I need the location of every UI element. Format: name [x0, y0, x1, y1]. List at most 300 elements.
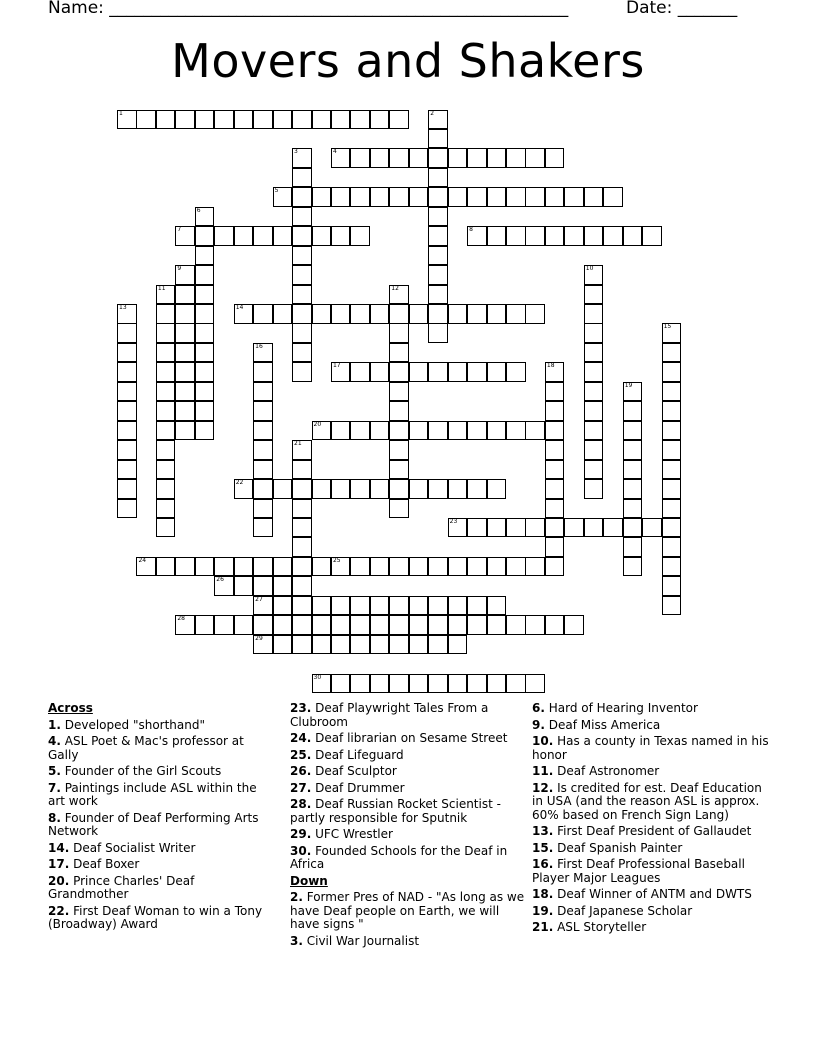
grid-cell[interactable]: [545, 440, 565, 460]
grid-cell[interactable]: [409, 362, 429, 382]
grid-cell[interactable]: [506, 362, 526, 382]
grid-cell[interactable]: [389, 635, 409, 655]
grid-cell[interactable]: [545, 382, 565, 402]
grid-cell[interactable]: [487, 479, 507, 499]
grid-cell[interactable]: [428, 129, 448, 149]
grid-cell[interactable]: [292, 499, 312, 519]
grid-cell[interactable]: [253, 460, 273, 480]
grid-cell[interactable]: [545, 615, 565, 635]
grid-cell[interactable]: [117, 110, 137, 130]
grid-cell[interactable]: [234, 226, 254, 246]
grid-cell[interactable]: [428, 362, 448, 382]
grid-cell[interactable]: [292, 168, 312, 188]
grid-cell[interactable]: [312, 479, 332, 499]
grid-cell[interactable]: [584, 518, 604, 538]
grid-cell[interactable]: [506, 421, 526, 441]
grid-cell[interactable]: [350, 304, 370, 324]
grid-cell[interactable]: [389, 304, 409, 324]
grid-cell[interactable]: [487, 518, 507, 538]
grid-cell[interactable]: [584, 285, 604, 305]
grid-cell[interactable]: [292, 226, 312, 246]
grid-cell[interactable]: [273, 557, 293, 577]
grid-cell[interactable]: [234, 576, 254, 596]
grid-cell[interactable]: [156, 557, 176, 577]
grid-cell[interactable]: [603, 226, 623, 246]
grid-cell[interactable]: [312, 596, 332, 616]
grid-cell[interactable]: [156, 440, 176, 460]
grid-cell[interactable]: [623, 499, 643, 519]
grid-cell[interactable]: [662, 323, 682, 343]
grid-cell[interactable]: [273, 187, 293, 207]
grid-cell[interactable]: [428, 187, 448, 207]
grid-cell[interactable]: [448, 615, 468, 635]
grid-cell[interactable]: [487, 304, 507, 324]
grid-cell[interactable]: [195, 557, 215, 577]
grid-cell[interactable]: [409, 421, 429, 441]
grid-cell[interactable]: [370, 557, 390, 577]
grid-cell[interactable]: [273, 635, 293, 655]
grid-cell[interactable]: [564, 518, 584, 538]
grid-cell[interactable]: [195, 285, 215, 305]
grid-cell[interactable]: [545, 421, 565, 441]
grid-cell[interactable]: [389, 382, 409, 402]
grid-cell[interactable]: [545, 226, 565, 246]
grid-cell[interactable]: [331, 362, 351, 382]
grid-cell[interactable]: [292, 304, 312, 324]
grid-cell[interactable]: [117, 421, 137, 441]
grid-cell[interactable]: [117, 440, 137, 460]
grid-cell[interactable]: [525, 187, 545, 207]
grid-cell[interactable]: [487, 421, 507, 441]
grid-cell[interactable]: [292, 440, 312, 460]
grid-cell[interactable]: [117, 499, 137, 519]
grid-cell[interactable]: [156, 401, 176, 421]
grid-cell[interactable]: [389, 674, 409, 694]
grid-cell[interactable]: [662, 382, 682, 402]
grid-cell[interactable]: [525, 615, 545, 635]
grid-cell[interactable]: [467, 674, 487, 694]
grid-cell[interactable]: [175, 362, 195, 382]
grid-cell[interactable]: [156, 285, 176, 305]
grid-cell[interactable]: [525, 226, 545, 246]
grid-cell[interactable]: [175, 323, 195, 343]
grid-cell[interactable]: [506, 226, 526, 246]
grid-cell[interactable]: [273, 110, 293, 130]
grid-cell[interactable]: [312, 557, 332, 577]
grid-cell[interactable]: [292, 635, 312, 655]
grid-cell[interactable]: [389, 421, 409, 441]
grid-cell[interactable]: [253, 615, 273, 635]
grid-cell[interactable]: [487, 615, 507, 635]
grid-cell[interactable]: [467, 226, 487, 246]
grid-cell[interactable]: [487, 226, 507, 246]
grid-cell[interactable]: [370, 148, 390, 168]
grid-cell[interactable]: [642, 226, 662, 246]
grid-cell[interactable]: [156, 382, 176, 402]
grid-cell[interactable]: [662, 401, 682, 421]
grid-cell[interactable]: [273, 596, 293, 616]
grid-cell[interactable]: [584, 401, 604, 421]
grid-cell[interactable]: [273, 615, 293, 635]
grid-cell[interactable]: [448, 362, 468, 382]
grid-cell[interactable]: [623, 479, 643, 499]
grid-cell[interactable]: [195, 615, 215, 635]
grid-cell[interactable]: [253, 440, 273, 460]
grid-cell[interactable]: [350, 479, 370, 499]
grid-cell[interactable]: [448, 596, 468, 616]
grid-cell[interactable]: [195, 265, 215, 285]
grid-cell[interactable]: [195, 226, 215, 246]
grid-cell[interactable]: [428, 479, 448, 499]
grid-cell[interactable]: [662, 537, 682, 557]
grid-cell[interactable]: [331, 226, 351, 246]
grid-cell[interactable]: [253, 596, 273, 616]
grid-cell[interactable]: [234, 479, 254, 499]
grid-cell[interactable]: [156, 499, 176, 519]
grid-cell[interactable]: [662, 421, 682, 441]
grid-cell[interactable]: [331, 148, 351, 168]
grid-cell[interactable]: [350, 596, 370, 616]
grid-cell[interactable]: [428, 615, 448, 635]
grid-cell[interactable]: [467, 187, 487, 207]
grid-cell[interactable]: [331, 187, 351, 207]
grid-cell[interactable]: [370, 479, 390, 499]
grid-cell[interactable]: [564, 187, 584, 207]
grid-cell[interactable]: [545, 479, 565, 499]
grid-cell[interactable]: [428, 246, 448, 266]
grid-cell[interactable]: [253, 499, 273, 519]
grid-cell[interactable]: [467, 148, 487, 168]
grid-cell[interactable]: [506, 674, 526, 694]
date-field-label[interactable]: Date: _______: [626, 0, 738, 18]
grid-cell[interactable]: [292, 343, 312, 363]
grid-cell[interactable]: [253, 635, 273, 655]
grid-cell[interactable]: [409, 596, 429, 616]
grid-cell[interactable]: [292, 537, 312, 557]
grid-cell[interactable]: [467, 304, 487, 324]
grid-cell[interactable]: [136, 557, 156, 577]
grid-cell[interactable]: [156, 343, 176, 363]
grid-cell[interactable]: [428, 207, 448, 227]
grid-cell[interactable]: [195, 207, 215, 227]
grid-cell[interactable]: [214, 557, 234, 577]
grid-cell[interactable]: [623, 226, 643, 246]
grid-cell[interactable]: [350, 226, 370, 246]
grid-cell[interactable]: [370, 362, 390, 382]
grid-cell[interactable]: [409, 187, 429, 207]
grid-cell[interactable]: [175, 285, 195, 305]
grid-cell[interactable]: [389, 557, 409, 577]
grid-cell[interactable]: [292, 187, 312, 207]
grid-cell[interactable]: [623, 440, 643, 460]
grid-cell[interactable]: [467, 557, 487, 577]
grid-cell[interactable]: [467, 479, 487, 499]
grid-cell[interactable]: [331, 110, 351, 130]
grid-cell[interactable]: [409, 304, 429, 324]
grid-cell[interactable]: [370, 635, 390, 655]
grid-cell[interactable]: [273, 479, 293, 499]
grid-cell[interactable]: [234, 557, 254, 577]
grid-cell[interactable]: [195, 362, 215, 382]
grid-cell[interactable]: [253, 479, 273, 499]
grid-cell[interactable]: [428, 148, 448, 168]
grid-cell[interactable]: [448, 421, 468, 441]
grid-cell[interactable]: [312, 674, 332, 694]
grid-cell[interactable]: [350, 615, 370, 635]
grid-cell[interactable]: [292, 246, 312, 266]
grid-cell[interactable]: [467, 596, 487, 616]
grid-cell[interactable]: [428, 226, 448, 246]
grid-cell[interactable]: [312, 304, 332, 324]
grid-cell[interactable]: [487, 596, 507, 616]
grid-cell[interactable]: [195, 304, 215, 324]
grid-cell[interactable]: [175, 615, 195, 635]
grid-cell[interactable]: [467, 518, 487, 538]
grid-cell[interactable]: [584, 362, 604, 382]
grid-cell[interactable]: [545, 401, 565, 421]
grid-cell[interactable]: [584, 226, 604, 246]
grid-cell[interactable]: [370, 615, 390, 635]
grid-cell[interactable]: [448, 479, 468, 499]
grid-cell[interactable]: [195, 323, 215, 343]
grid-cell[interactable]: [253, 110, 273, 130]
grid-cell[interactable]: [487, 148, 507, 168]
grid-cell[interactable]: [389, 401, 409, 421]
grid-cell[interactable]: [389, 187, 409, 207]
grid-cell[interactable]: [117, 304, 137, 324]
grid-cell[interactable]: [545, 460, 565, 480]
grid-cell[interactable]: [448, 148, 468, 168]
grid-cell[interactable]: [428, 304, 448, 324]
grid-cell[interactable]: [175, 304, 195, 324]
grid-cell[interactable]: [214, 226, 234, 246]
grid-cell[interactable]: [389, 285, 409, 305]
grid-cell[interactable]: [389, 343, 409, 363]
grid-cell[interactable]: [545, 148, 565, 168]
grid-cell[interactable]: [487, 362, 507, 382]
grid-cell[interactable]: [662, 499, 682, 519]
grid-cell[interactable]: [623, 518, 643, 538]
grid-cell[interactable]: [467, 615, 487, 635]
grid-cell[interactable]: [214, 110, 234, 130]
grid-cell[interactable]: [623, 537, 643, 557]
grid-cell[interactable]: [506, 187, 526, 207]
grid-cell[interactable]: [584, 323, 604, 343]
grid-cell[interactable]: [292, 148, 312, 168]
grid-cell[interactable]: [448, 304, 468, 324]
grid-cell[interactable]: [350, 187, 370, 207]
grid-cell[interactable]: [370, 304, 390, 324]
grid-cell[interactable]: [545, 537, 565, 557]
grid-cell[interactable]: [448, 674, 468, 694]
grid-cell[interactable]: [525, 557, 545, 577]
grid-cell[interactable]: [525, 518, 545, 538]
grid-cell[interactable]: [389, 440, 409, 460]
grid-cell[interactable]: [584, 440, 604, 460]
grid-cell[interactable]: [117, 323, 137, 343]
grid-cell[interactable]: [448, 557, 468, 577]
grid-cell[interactable]: [370, 187, 390, 207]
grid-cell[interactable]: [370, 674, 390, 694]
grid-cell[interactable]: [175, 421, 195, 441]
grid-cell[interactable]: [195, 382, 215, 402]
grid-cell[interactable]: [253, 576, 273, 596]
grid-cell[interactable]: [350, 362, 370, 382]
grid-cell[interactable]: [428, 285, 448, 305]
grid-cell[interactable]: [175, 557, 195, 577]
grid-cell[interactable]: [292, 596, 312, 616]
grid-cell[interactable]: [603, 187, 623, 207]
grid-cell[interactable]: [253, 343, 273, 363]
grid-cell[interactable]: [428, 421, 448, 441]
grid-cell[interactable]: [545, 518, 565, 538]
grid-cell[interactable]: [584, 460, 604, 480]
grid-cell[interactable]: [545, 187, 565, 207]
grid-cell[interactable]: [428, 635, 448, 655]
grid-cell[interactable]: [662, 460, 682, 480]
grid-cell[interactable]: [642, 518, 662, 538]
grid-cell[interactable]: [623, 557, 643, 577]
grid-cell[interactable]: [662, 362, 682, 382]
grid-cell[interactable]: [370, 421, 390, 441]
grid-cell[interactable]: [409, 674, 429, 694]
grid-cell[interactable]: [234, 110, 254, 130]
grid-cell[interactable]: [253, 362, 273, 382]
grid-cell[interactable]: [117, 362, 137, 382]
grid-cell[interactable]: [603, 518, 623, 538]
grid-cell[interactable]: [175, 401, 195, 421]
grid-cell[interactable]: [487, 557, 507, 577]
name-field-label[interactable]: Name: ______________________________________________________: [48, 0, 569, 18]
grid-cell[interactable]: [545, 557, 565, 577]
grid-cell[interactable]: [292, 265, 312, 285]
grid-cell[interactable]: [409, 557, 429, 577]
grid-cell[interactable]: [331, 615, 351, 635]
grid-cell[interactable]: [350, 148, 370, 168]
grid-cell[interactable]: [331, 304, 351, 324]
grid-cell[interactable]: [584, 304, 604, 324]
grid-cell[interactable]: [584, 265, 604, 285]
grid-cell[interactable]: [467, 362, 487, 382]
grid-cell[interactable]: [156, 362, 176, 382]
grid-cell[interactable]: [350, 674, 370, 694]
grid-cell[interactable]: [428, 674, 448, 694]
grid-cell[interactable]: [389, 615, 409, 635]
grid-cell[interactable]: [428, 557, 448, 577]
grid-cell[interactable]: [525, 421, 545, 441]
grid-cell[interactable]: [156, 460, 176, 480]
grid-cell[interactable]: [312, 421, 332, 441]
grid-cell[interactable]: [331, 596, 351, 616]
grid-cell[interactable]: [292, 323, 312, 343]
grid-cell[interactable]: [117, 479, 137, 499]
grid-cell[interactable]: [292, 557, 312, 577]
grid-cell[interactable]: [312, 226, 332, 246]
grid-cell[interactable]: [312, 615, 332, 635]
grid-cell[interactable]: [506, 304, 526, 324]
grid-cell[interactable]: [389, 596, 409, 616]
grid-cell[interactable]: [428, 323, 448, 343]
grid-cell[interactable]: [253, 382, 273, 402]
grid-cell[interactable]: [136, 110, 156, 130]
grid-cell[interactable]: [331, 479, 351, 499]
grid-cell[interactable]: [389, 362, 409, 382]
grid-cell[interactable]: [350, 110, 370, 130]
grid-cell[interactable]: [117, 343, 137, 363]
grid-cell[interactable]: [331, 635, 351, 655]
grid-cell[interactable]: [253, 421, 273, 441]
grid-cell[interactable]: [584, 421, 604, 441]
grid-cell[interactable]: [370, 110, 390, 130]
grid-cell[interactable]: [662, 576, 682, 596]
grid-cell[interactable]: [273, 304, 293, 324]
grid-cell[interactable]: [195, 343, 215, 363]
grid-cell[interactable]: [389, 460, 409, 480]
grid-cell[interactable]: [467, 421, 487, 441]
grid-cell[interactable]: [195, 421, 215, 441]
grid-cell[interactable]: [175, 382, 195, 402]
grid-cell[interactable]: [292, 615, 312, 635]
grid-cell[interactable]: [409, 615, 429, 635]
grid-cell[interactable]: [584, 343, 604, 363]
grid-cell[interactable]: [623, 421, 643, 441]
grid-cell[interactable]: [273, 576, 293, 596]
grid-cell[interactable]: [428, 110, 448, 130]
grid-cell[interactable]: [506, 557, 526, 577]
grid-cell[interactable]: [409, 148, 429, 168]
grid-cell[interactable]: [117, 401, 137, 421]
grid-cell[interactable]: [292, 362, 312, 382]
grid-cell[interactable]: [506, 148, 526, 168]
grid-cell[interactable]: [448, 518, 468, 538]
grid-cell[interactable]: [448, 635, 468, 655]
grid-cell[interactable]: [253, 557, 273, 577]
grid-cell[interactable]: [389, 148, 409, 168]
grid-cell[interactable]: [175, 343, 195, 363]
grid-cell[interactable]: [253, 518, 273, 538]
grid-cell[interactable]: [389, 499, 409, 519]
grid-cell[interactable]: [253, 304, 273, 324]
grid-cell[interactable]: [292, 110, 312, 130]
grid-cell[interactable]: [156, 518, 176, 538]
grid-cell[interactable]: [156, 323, 176, 343]
grid-cell[interactable]: [175, 265, 195, 285]
grid-cell[interactable]: [564, 226, 584, 246]
grid-cell[interactable]: [253, 401, 273, 421]
grid-cell[interactable]: [156, 421, 176, 441]
grid-cell[interactable]: [623, 401, 643, 421]
grid-cell[interactable]: [331, 674, 351, 694]
grid-cell[interactable]: [156, 479, 176, 499]
grid-cell[interactable]: [428, 596, 448, 616]
grid-cell[interactable]: [545, 362, 565, 382]
grid-cell[interactable]: [195, 246, 215, 266]
grid-cell[interactable]: [623, 382, 643, 402]
grid-cell[interactable]: [662, 479, 682, 499]
grid-cell[interactable]: [662, 518, 682, 538]
grid-cell[interactable]: [584, 187, 604, 207]
grid-cell[interactable]: [253, 226, 273, 246]
grid-cell[interactable]: [175, 110, 195, 130]
grid-cell[interactable]: [156, 304, 176, 324]
grid-cell[interactable]: [584, 479, 604, 499]
grid-cell[interactable]: [584, 382, 604, 402]
grid-cell[interactable]: [525, 148, 545, 168]
grid-cell[interactable]: [525, 674, 545, 694]
grid-cell[interactable]: [448, 187, 468, 207]
grid-cell[interactable]: [487, 674, 507, 694]
grid-cell[interactable]: [623, 460, 643, 480]
